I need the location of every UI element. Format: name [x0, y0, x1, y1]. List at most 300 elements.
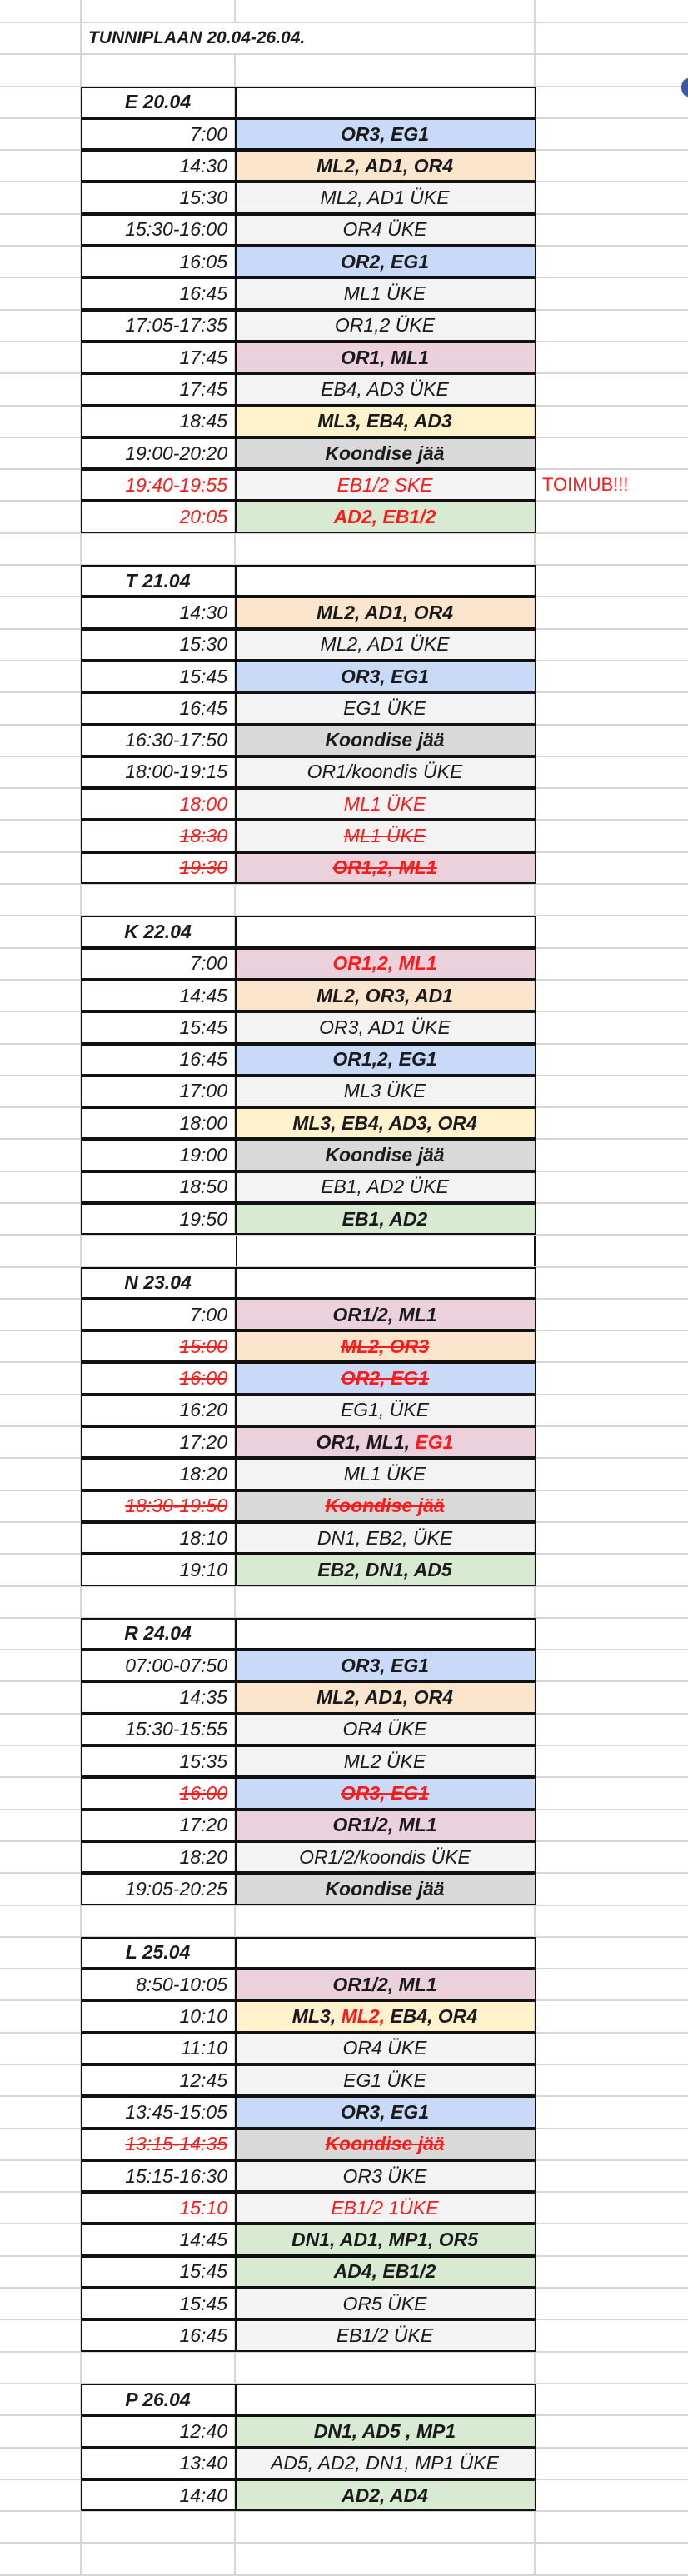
cell[interactable]: [536, 2065, 688, 2095]
time-cell[interactable]: [82, 2193, 236, 2223]
cell[interactable]: [82, 2544, 236, 2574]
time-cell[interactable]: [82, 1650, 236, 1680]
cell[interactable]: [0, 374, 82, 404]
activity-cell[interactable]: [236, 342, 536, 372]
cell[interactable]: [536, 438, 688, 468]
cell[interactable]: [536, 534, 688, 564]
cell[interactable]: [0, 1427, 82, 1457]
cell[interactable]: [536, 2384, 688, 2414]
cell[interactable]: [0, 1587, 82, 1617]
time-cell[interactable]: [82, 1012, 236, 1042]
cell[interactable]: [536, 885, 688, 915]
cell[interactable]: [536, 1969, 688, 1999]
cell[interactable]: [536, 1045, 688, 1075]
cell[interactable]: [536, 2320, 688, 2350]
cell[interactable]: [0, 1172, 82, 1202]
activity-cell[interactable]: [236, 2224, 536, 2254]
cell[interactable]: [536, 1108, 688, 1138]
cell[interactable]: [0, 2289, 82, 2319]
cell[interactable]: [0, 2161, 82, 2191]
cell[interactable]: [0, 1491, 82, 1521]
cell[interactable]: [536, 2129, 688, 2159]
cell[interactable]: [536, 119, 688, 149]
time-cell[interactable]: [82, 1682, 236, 1712]
activity-cell[interactable]: [236, 2129, 536, 2159]
activity-cell[interactable]: [236, 2416, 536, 2446]
cell[interactable]: [536, 566, 688, 596]
time-cell[interactable]: [82, 2480, 236, 2510]
cell[interactable]: [0, 1012, 82, 1042]
day-label[interactable]: K 22.04: [82, 916, 236, 946]
cell[interactable]: [0, 311, 82, 341]
cell[interactable]: [0, 2224, 82, 2254]
cell[interactable]: [536, 374, 688, 404]
cell[interactable]: [536, 1778, 688, 1808]
activity-cell[interactable]: [236, 1108, 536, 1138]
cell[interactable]: [536, 55, 688, 85]
cell[interactable]: [0, 1140, 82, 1170]
cell[interactable]: [536, 1810, 688, 1840]
cell[interactable]: [0, 1076, 82, 1106]
cell[interactable]: [0, 55, 82, 85]
sheet-title[interactable]: TUNNIPLAAN 20.04-26.04.: [82, 23, 536, 53]
time-cell[interactable]: [82, 1459, 236, 1489]
activity-cell[interactable]: [236, 949, 536, 979]
time-cell[interactable]: [82, 311, 236, 341]
cell[interactable]: [536, 1204, 688, 1234]
cell[interactable]: [0, 1108, 82, 1138]
cell[interactable]: [0, 182, 82, 212]
cell[interactable]: [536, 2193, 688, 2223]
cell[interactable]: [536, 2224, 688, 2254]
time-cell[interactable]: [82, 182, 236, 212]
cell[interactable]: [536, 2034, 688, 2064]
activity-cell[interactable]: [236, 407, 536, 437]
cell[interactable]: [236, 885, 536, 915]
cell[interactable]: [536, 1587, 688, 1617]
time-cell[interactable]: [82, 597, 236, 627]
cell[interactable]: [0, 2384, 82, 2414]
activity-cell[interactable]: [236, 2097, 536, 2127]
time-cell[interactable]: [82, 821, 236, 851]
cell[interactable]: [536, 1523, 688, 1553]
activity-cell[interactable]: [236, 470, 536, 500]
activity-cell[interactable]: [236, 2449, 536, 2479]
activity-cell[interactable]: [236, 1555, 536, 1585]
activity-cell[interactable]: [236, 278, 536, 308]
cell[interactable]: [0, 1555, 82, 1585]
cell[interactable]: [0, 1938, 82, 1968]
day-label[interactable]: N 23.04: [82, 1268, 236, 1298]
cell[interactable]: [536, 853, 688, 883]
cell[interactable]: [0, 2193, 82, 2223]
activity-cell[interactable]: [236, 1650, 536, 1680]
cell[interactable]: [536, 1746, 688, 1776]
time-cell[interactable]: [82, 726, 236, 756]
cell[interactable]: [536, 470, 688, 500]
cell[interactable]: [0, 981, 82, 1011]
time-cell[interactable]: [82, 215, 236, 245]
time-cell[interactable]: [82, 470, 236, 500]
cell[interactable]: [0, 0, 82, 22]
cell[interactable]: [0, 1650, 82, 1680]
cell[interactable]: [0, 278, 82, 308]
cell[interactable]: [0, 597, 82, 627]
cell[interactable]: [536, 2161, 688, 2191]
cell[interactable]: [0, 1331, 82, 1361]
cell[interactable]: [236, 2512, 536, 2542]
cell[interactable]: [82, 55, 236, 85]
cell[interactable]: [0, 1523, 82, 1553]
cell[interactable]: [0, 630, 82, 660]
cell[interactable]: [536, 1650, 688, 1680]
cell[interactable]: [236, 0, 536, 22]
activity-cell[interactable]: [236, 2193, 536, 2223]
activity-cell[interactable]: [236, 1331, 536, 1361]
cell[interactable]: [536, 693, 688, 723]
cell[interactable]: [536, 1363, 688, 1393]
activity-cell[interactable]: [236, 661, 536, 691]
cell[interactable]: [536, 2001, 688, 2031]
cell[interactable]: [0, 1268, 82, 1298]
cell[interactable]: [536, 1427, 688, 1457]
activity-cell[interactable]: [236, 2257, 536, 2287]
activity-cell[interactable]: [236, 597, 536, 627]
cell[interactable]: [0, 215, 82, 245]
cell[interactable]: [536, 1268, 688, 1298]
cell[interactable]: [0, 1045, 82, 1075]
cell[interactable]: [0, 885, 82, 915]
cell[interactable]: [0, 2097, 82, 2127]
time-cell[interactable]: [82, 502, 236, 532]
cell[interactable]: [0, 757, 82, 787]
cell[interactable]: [0, 1874, 82, 1904]
time-cell[interactable]: [82, 2065, 236, 2095]
activity-cell[interactable]: [236, 1523, 536, 1553]
cell[interactable]: [536, 2257, 688, 2287]
time-cell[interactable]: [82, 2097, 236, 2127]
time-cell[interactable]: [82, 1108, 236, 1138]
cell[interactable]: [536, 278, 688, 308]
time-cell[interactable]: [82, 1842, 236, 1872]
time-cell[interactable]: [82, 247, 236, 277]
day-label[interactable]: R 24.04: [82, 1619, 236, 1649]
cell[interactable]: [0, 853, 82, 883]
cell[interactable]: [536, 1715, 688, 1745]
cell[interactable]: [536, 1395, 688, 1425]
day-label[interactable]: P 26.04: [82, 2384, 236, 2414]
cell[interactable]: [536, 1140, 688, 1170]
cell[interactable]: [0, 1204, 82, 1234]
cell[interactable]: [536, 2512, 688, 2542]
time-cell[interactable]: [82, 1363, 236, 1393]
cell[interactable]: [0, 2512, 82, 2542]
time-cell[interactable]: [82, 2034, 236, 2064]
time-cell[interactable]: [82, 630, 236, 660]
activity-cell[interactable]: [236, 1842, 536, 1872]
cell[interactable]: [536, 1459, 688, 1489]
cell[interactable]: [536, 2544, 688, 2574]
time-cell[interactable]: [82, 438, 236, 468]
activity-cell[interactable]: [236, 215, 536, 245]
cell[interactable]: [536, 726, 688, 756]
cell[interactable]: [0, 1363, 82, 1393]
activity-cell[interactable]: [236, 1363, 536, 1393]
activity-cell[interactable]: [236, 1874, 536, 1904]
time-cell[interactable]: [82, 119, 236, 149]
time-cell[interactable]: [82, 1778, 236, 1808]
time-cell[interactable]: [82, 374, 236, 404]
time-cell[interactable]: [82, 2001, 236, 2031]
time-cell[interactable]: [82, 981, 236, 1011]
cell[interactable]: [236, 1619, 536, 1649]
cell[interactable]: [236, 566, 536, 596]
cell[interactable]: [536, 311, 688, 341]
cell[interactable]: [536, 2416, 688, 2446]
cell[interactable]: [0, 1715, 82, 1745]
time-cell[interactable]: [82, 853, 236, 883]
cell[interactable]: [536, 661, 688, 691]
time-cell[interactable]: [82, 1140, 236, 1170]
cell[interactable]: [536, 1300, 688, 1330]
time-cell[interactable]: [82, 1076, 236, 1106]
day-label[interactable]: T 21.04: [82, 566, 236, 596]
activity-cell[interactable]: [236, 853, 536, 883]
cell[interactable]: [536, 1906, 688, 1936]
day-label[interactable]: E 20.04: [82, 87, 236, 117]
cell[interactable]: [236, 2384, 536, 2414]
day-label[interactable]: L 25.04: [82, 1938, 236, 1968]
cell[interactable]: [0, 2416, 82, 2446]
cell[interactable]: [0, 2129, 82, 2159]
time-cell[interactable]: [82, 2257, 236, 2287]
activity-cell[interactable]: [236, 311, 536, 341]
cell[interactable]: [82, 1906, 236, 1936]
cell[interactable]: [536, 342, 688, 372]
cell[interactable]: [536, 1555, 688, 1585]
cell[interactable]: [236, 1587, 536, 1617]
cell[interactable]: [0, 438, 82, 468]
time-cell[interactable]: [82, 693, 236, 723]
time-cell[interactable]: [82, 757, 236, 787]
cell[interactable]: [536, 1076, 688, 1106]
cell[interactable]: [0, 2257, 82, 2287]
time-cell[interactable]: [82, 789, 236, 819]
cell[interactable]: [0, 2001, 82, 2031]
cell[interactable]: [0, 566, 82, 596]
time-cell[interactable]: [82, 151, 236, 181]
cell[interactable]: [0, 2480, 82, 2510]
cell[interactable]: [536, 630, 688, 660]
cell[interactable]: [536, 1682, 688, 1712]
cell[interactable]: [236, 55, 536, 85]
cell[interactable]: [82, 1587, 236, 1617]
activity-cell[interactable]: [236, 2161, 536, 2191]
cell[interactable]: [536, 597, 688, 627]
cell[interactable]: [0, 693, 82, 723]
time-cell[interactable]: [82, 2289, 236, 2319]
activity-cell[interactable]: [236, 119, 536, 149]
activity-cell[interactable]: [236, 1172, 536, 1202]
activity-cell[interactable]: [236, 1395, 536, 1425]
cell[interactable]: [0, 1236, 82, 1266]
cell[interactable]: [536, 407, 688, 437]
time-cell[interactable]: [82, 2320, 236, 2350]
activity-cell[interactable]: [236, 821, 536, 851]
activity-cell[interactable]: [236, 1746, 536, 1776]
cell[interactable]: [536, 215, 688, 245]
time-cell[interactable]: [82, 1395, 236, 1425]
cell[interactable]: [0, 1682, 82, 1712]
activity-cell[interactable]: [236, 1715, 536, 1745]
cell[interactable]: [536, 247, 688, 277]
cell[interactable]: [0, 2449, 82, 2479]
cell[interactable]: [0, 151, 82, 181]
cell[interactable]: [536, 2097, 688, 2127]
cell[interactable]: [0, 2034, 82, 2064]
time-cell[interactable]: [82, 1045, 236, 1075]
time-cell[interactable]: [82, 949, 236, 979]
activity-cell[interactable]: [236, 2289, 536, 2319]
time-cell[interactable]: [82, 2129, 236, 2159]
activity-cell[interactable]: [236, 1682, 536, 1712]
cell[interactable]: [0, 726, 82, 756]
activity-cell[interactable]: [236, 438, 536, 468]
activity-cell[interactable]: [236, 2065, 536, 2095]
cell[interactable]: [0, 470, 82, 500]
cell[interactable]: [82, 534, 236, 564]
cell[interactable]: [0, 2320, 82, 2350]
cell[interactable]: [236, 1268, 536, 1298]
cell[interactable]: [236, 1236, 536, 1266]
cell[interactable]: [0, 916, 82, 946]
activity-cell[interactable]: [236, 182, 536, 212]
cell[interactable]: [536, 757, 688, 787]
cell[interactable]: [236, 1938, 536, 1968]
cell[interactable]: [0, 502, 82, 532]
cell[interactable]: [82, 2512, 236, 2542]
cell[interactable]: [0, 342, 82, 372]
cell[interactable]: [0, 87, 82, 117]
activity-cell[interactable]: [236, 2320, 536, 2350]
time-cell[interactable]: [82, 1523, 236, 1553]
activity-cell[interactable]: [236, 757, 536, 787]
cell[interactable]: [82, 0, 236, 22]
activity-cell[interactable]: [236, 151, 536, 181]
activity-cell[interactable]: [236, 1012, 536, 1042]
activity-cell[interactable]: [236, 1076, 536, 1106]
activity-cell[interactable]: [236, 374, 536, 404]
cell[interactable]: [536, 1236, 688, 1266]
cell[interactable]: [236, 534, 536, 564]
cell[interactable]: [536, 821, 688, 851]
activity-cell[interactable]: [236, 789, 536, 819]
cell[interactable]: [536, 502, 688, 532]
activity-cell[interactable]: [236, 1140, 536, 1170]
cell[interactable]: [536, 2353, 688, 2383]
activity-cell[interactable]: [236, 2480, 536, 2510]
cell[interactable]: [0, 23, 82, 53]
time-cell[interactable]: [82, 2161, 236, 2191]
cell[interactable]: [0, 1746, 82, 1776]
cell[interactable]: [0, 247, 82, 277]
cell[interactable]: [536, 0, 688, 22]
cell[interactable]: [536, 2449, 688, 2479]
activity-cell[interactable]: [236, 1491, 536, 1521]
cell[interactable]: [0, 119, 82, 149]
activity-cell[interactable]: [236, 1204, 536, 1234]
cell[interactable]: [0, 534, 82, 564]
cell[interactable]: [236, 2353, 536, 2383]
cell[interactable]: [536, 981, 688, 1011]
cell[interactable]: [236, 916, 536, 946]
activity-cell[interactable]: [236, 630, 536, 660]
activity-cell[interactable]: [236, 1810, 536, 1840]
time-cell[interactable]: [82, 2416, 236, 2446]
time-cell[interactable]: [82, 1555, 236, 1585]
cell[interactable]: [536, 87, 688, 117]
cell[interactable]: [0, 789, 82, 819]
cell[interactable]: [536, 151, 688, 181]
time-cell[interactable]: [82, 1715, 236, 1745]
cell[interactable]: [0, 1619, 82, 1649]
cell[interactable]: [82, 2353, 236, 2383]
cell[interactable]: [0, 1459, 82, 1489]
activity-cell[interactable]: [236, 1427, 536, 1457]
cell[interactable]: [536, 1491, 688, 1521]
time-cell[interactable]: [82, 2224, 236, 2254]
cell[interactable]: [0, 407, 82, 437]
cell[interactable]: [82, 1236, 236, 1266]
cell[interactable]: [536, 1619, 688, 1649]
cell[interactable]: [236, 87, 536, 117]
cell[interactable]: [536, 1842, 688, 1872]
cell[interactable]: [0, 1810, 82, 1840]
cell[interactable]: [0, 1395, 82, 1425]
time-cell[interactable]: [82, 1969, 236, 1999]
cell[interactable]: [0, 2353, 82, 2383]
activity-cell[interactable]: [236, 1459, 536, 1489]
activity-cell[interactable]: [236, 981, 536, 1011]
time-cell[interactable]: [82, 1810, 236, 1840]
cell[interactable]: [536, 789, 688, 819]
time-cell[interactable]: [82, 1874, 236, 1904]
cell[interactable]: [0, 661, 82, 691]
cell[interactable]: [0, 1842, 82, 1872]
cell[interactable]: [0, 2065, 82, 2095]
cell[interactable]: [236, 1906, 536, 1936]
cell[interactable]: [536, 1012, 688, 1042]
cell[interactable]: [536, 2289, 688, 2319]
cell[interactable]: [0, 1906, 82, 1936]
activity-cell[interactable]: [236, 1300, 536, 1330]
cell[interactable]: [0, 2544, 82, 2574]
activity-cell[interactable]: [236, 247, 536, 277]
cell[interactable]: [536, 1938, 688, 1968]
activity-cell[interactable]: [236, 2034, 536, 2064]
time-cell[interactable]: [82, 1172, 236, 1202]
activity-cell[interactable]: [236, 1778, 536, 1808]
time-cell[interactable]: [82, 661, 236, 691]
cell[interactable]: [536, 949, 688, 979]
cell[interactable]: [536, 916, 688, 946]
time-cell[interactable]: [82, 1491, 236, 1521]
cell[interactable]: [236, 2544, 536, 2574]
cell[interactable]: [536, 1331, 688, 1361]
cell[interactable]: [536, 182, 688, 212]
activity-cell[interactable]: [236, 1969, 536, 1999]
cell[interactable]: [82, 885, 236, 915]
